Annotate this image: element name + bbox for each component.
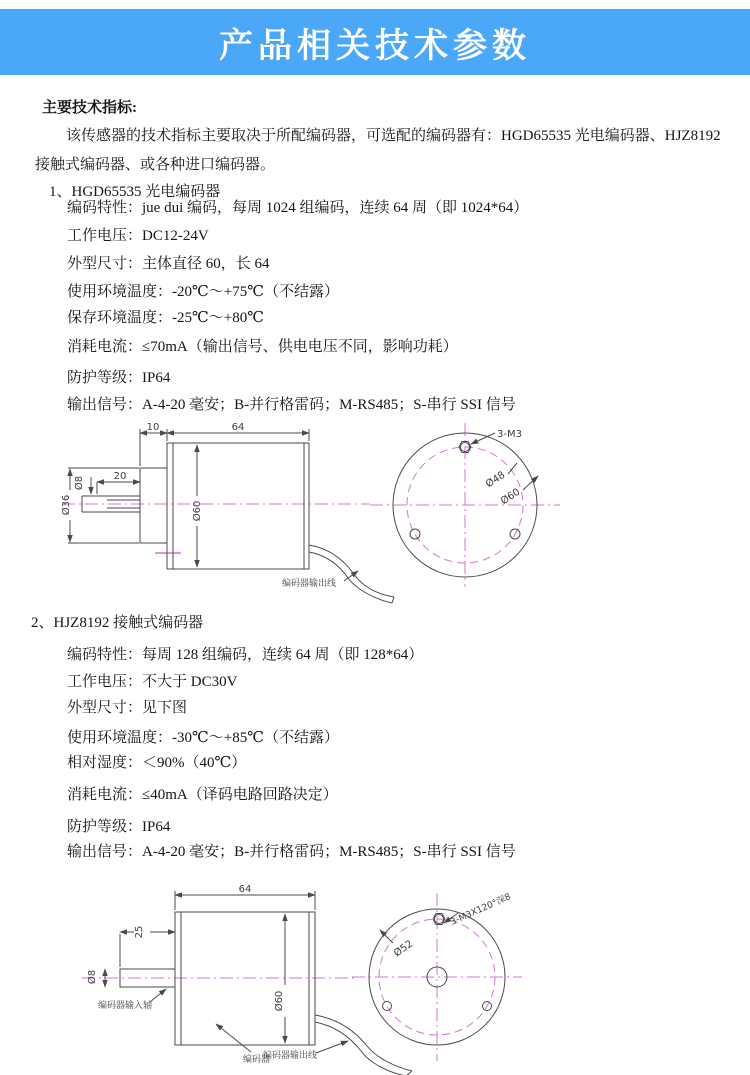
cable-label: 编码器输出线 [263,1051,318,1061]
spec-line: 防护等级：IP64 [67,819,171,835]
dim-label-flange-dia: Ø36 [61,494,72,516]
spec-line: 消耗电流：≤70mA（输出信号、供电电压不同，影响功耗） [67,339,458,355]
banner [0,9,750,75]
dim-label-bolt-circle: Ø48 [484,469,508,491]
dim-label-bolt-circle: Ø52 [391,938,416,960]
intro-paragraph: 该传感器的技术指标主要取决于所配编码器，可选配的编码器有：HGD65535 光电编码器、HJZ8192 接触式编码器、或各种进口编码器。 [35,128,721,173]
intro-heading: 主要技术指标: [42,100,137,116]
page-title: 产品相关技术参数 [219,26,531,65]
spec-line: 相对湿度：＜90%（40℃） [67,755,247,771]
dim-label-body-dia: Ø60 [192,500,203,522]
side-view [60,422,394,603]
spec-line: 使用环境温度：-30℃～+85℃（不结露） [67,730,340,746]
dim-label-shaft-dia: Ø8 [87,969,98,985]
spec-line: 编码特性：每周 128 组编码，连续 64 周（即 128*64） [67,647,424,663]
mount-holes-label: 3-M3X120°深8 [449,892,513,928]
dim-label-flange-width: 10 [146,422,160,433]
input-shaft-label: 编码器输入轴 [98,1001,153,1011]
dim-label-outer-dia: Ø60 [499,486,523,508]
cable [309,545,394,603]
section-1-heading: 1、HGD65535 光电编码器 [49,184,221,200]
dim-label-body-dia: Ø60 [274,990,285,1012]
spec-line: 消耗电流：≤40mA（译码电路回路决定） [67,787,338,803]
dim-label-body-length: 64 [231,422,245,433]
spec-line: 使用环境温度：-20℃～+75℃（不结露） [67,284,340,300]
front-view [370,423,560,587]
spec-line: 工作电压：DC12-24V [67,228,209,244]
hgd65535-dimension-drawing [60,422,720,617]
side-view [82,884,412,1075]
front-view [352,891,522,1061]
mount-holes-label: 3-M3 [497,429,522,440]
spec-line: 防护等级：IP64 [67,370,171,386]
spec-line: 外型尺寸：见下图 [67,700,188,716]
spec-line: 编码特性：jue dui 编码，每周 1024 组编码，连续 64 周（即 1024*64） [67,200,529,216]
encoder-body-label: 编码器 [243,1055,271,1065]
spec-line: 保存环境温度：-25℃～+80℃ [67,310,265,326]
dim-label-shaft-length: 20 [113,471,127,482]
cable-label: 编码器输出线 [282,579,337,589]
spec-line: 输出信号：A-4-20 毫安；B-并行格雷码；M-RS485；S-串行 SSI 信号 [67,844,516,860]
dim-label-shaft-dia: Ø8 [74,475,85,491]
cable [315,1015,412,1075]
section-2-heading: 2、HJZ8192 接触式编码器 [31,615,204,631]
spec-line: 外型尺寸：主体直径 60，长 64 [67,256,270,272]
spec-line: 工作电压：不大于 DC30V [67,674,238,690]
hjz8192-dimension-drawing [60,885,700,1075]
dim-label-body-length: 64 [238,884,252,895]
spec-line: 输出信号：A-4-20 毫安；B-并行格雷码；M-RS485；S-串行 SSI 信号 [67,397,516,413]
dim-label-shaft-length: 25 [134,925,145,939]
